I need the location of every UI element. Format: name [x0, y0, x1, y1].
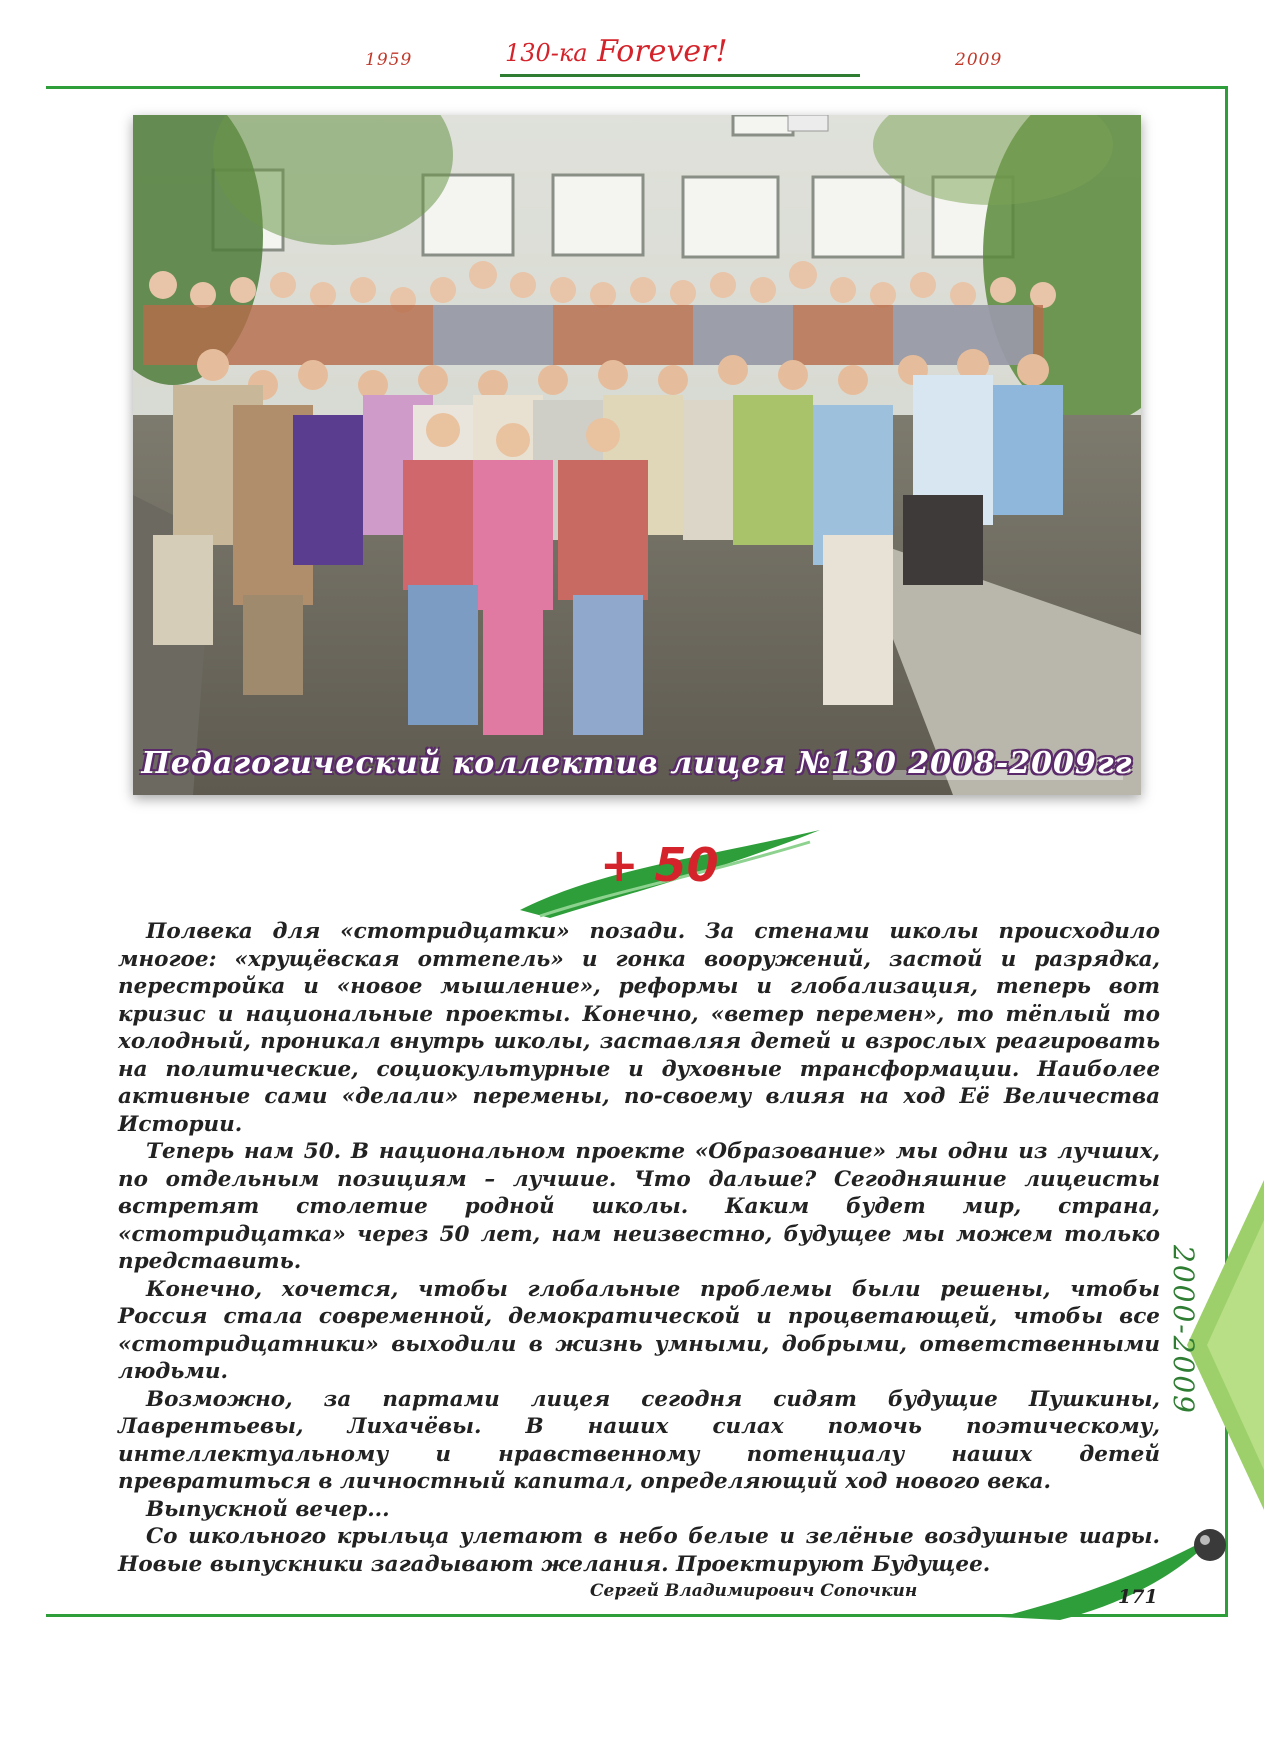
- header-year-right: 2009: [955, 50, 1003, 70]
- article-text: [118, 918, 1160, 1578]
- header-year-left: 1959: [365, 50, 413, 70]
- header-title-prefix: 130-ка: [505, 39, 588, 67]
- article-paragraph-5: Выпускной вечер...: [146, 1496, 390, 1522]
- header-title: [505, 34, 728, 69]
- page-number: 171: [1118, 1586, 1158, 1608]
- frame-top-line: [46, 86, 1228, 89]
- article-paragraph-3: Конечно, хочется, чтобы глобальные проблемы были решены, чтобы Россия стала современной, демократической и процветающей, чтобы все «стотридцатники» выходили в жизнь умными, добрыми, ответственными людьми.: [118, 1276, 1160, 1384]
- header-title-main: Forever!: [597, 34, 728, 69]
- author-signature: Сергей Владимирович Сопочкин: [590, 1581, 918, 1601]
- group-photo-illustration: [133, 115, 1141, 795]
- article-paragraph-6: Со школьного крыльца улетают в небо белые и зелёные воздушные шары. Новые выпускники загадывают желания. Проектируют Будущее.: [118, 1524, 1160, 1577]
- header-underline: [500, 74, 860, 77]
- article-paragraph-2: Теперь нам 50. В национальном проекте «Образование» мы одни из лучших, по отдельным позициям – лучшие. Что дальше? Сегодняшние лицеисты встретят столетие родной школы. Каким будет мир, страна, «стотридцатка» через 50 лет, нам неизвестно, будущее мы можем только представить.: [118, 1139, 1160, 1274]
- side-tab-years: 2000-2009: [1167, 1245, 1200, 1415]
- photo-caption: Педагогический коллектив лицея №130 2008-2009гг: [141, 746, 1133, 781]
- article-paragraph-4: Возможно, за партами лицея сегодня сидят будущие Пушкины, Лаврентьевы, Лихачёвы. В наших силах помочь поэтическому, интеллектуальному и нравственному потенциалу наших детей превратиться в личностный капитал, определяющий ход нового века.: [118, 1386, 1160, 1494]
- article-paragraph-1: Полвека для «стотридцатки» позади. За стенами школы происходило многое: «хрущёвская оттепель» и гонка вооружений, застой и разрядка, перестройка и «новое мышление», реформы и глобализация, теперь вот кризис и национальные проекты. Конечно, «ветер перемен», то тёплый то холодный, проникал внутрь школы, заставляя детей и взрослых реагировать на политические, социокультурные и духовные трансформации. Наиболее активные сами «делали» перемены, по-своему влияя на ход Её Величества Истории.: [118, 919, 1160, 1137]
- corner-swoosh-icon: [1000, 1525, 1230, 1620]
- plus50-label: + 50: [600, 838, 719, 892]
- group-photo: [133, 115, 1141, 795]
